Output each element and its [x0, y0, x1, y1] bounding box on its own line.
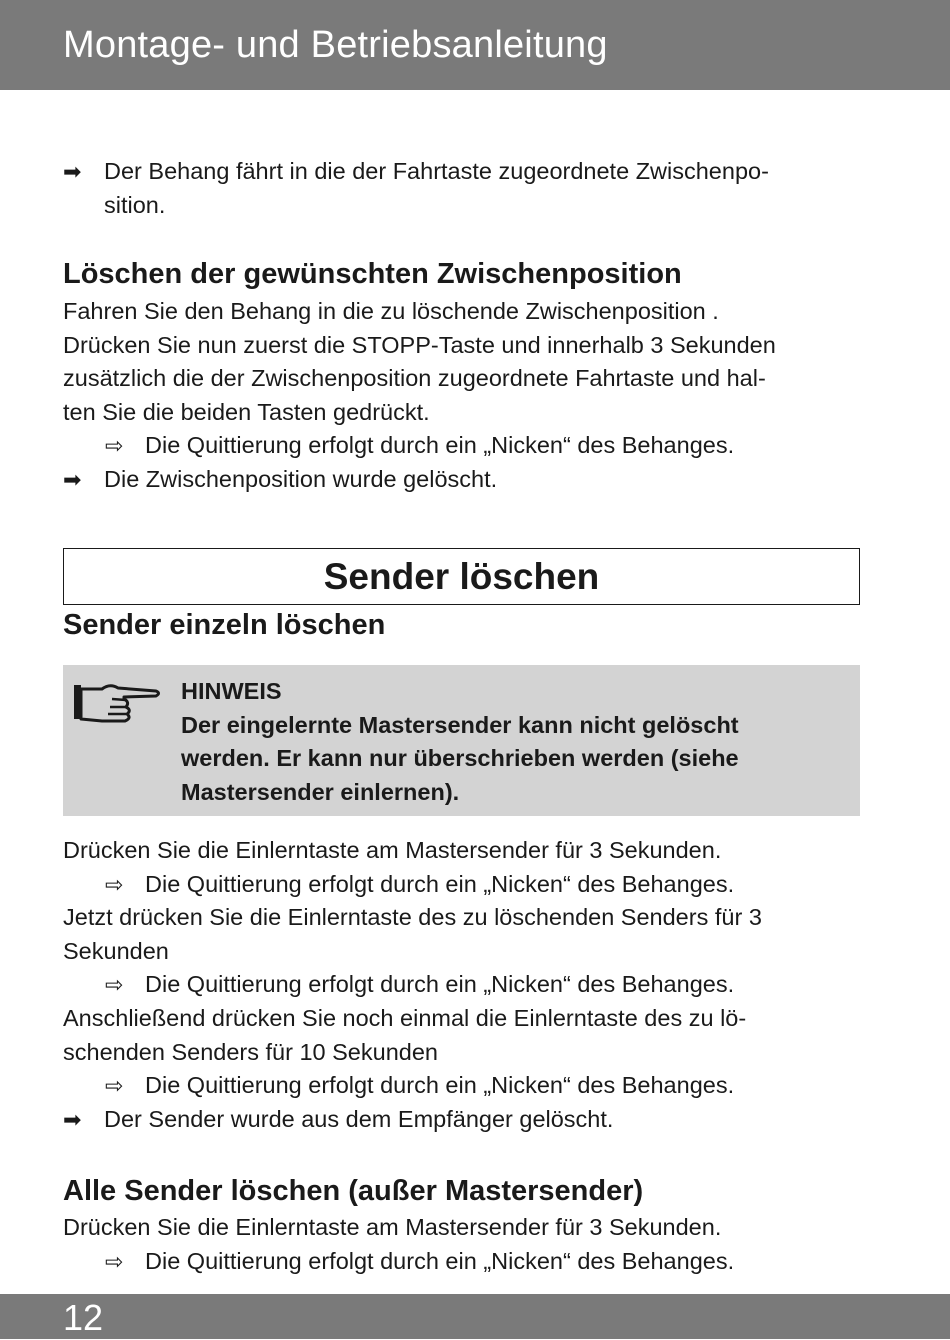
feedback-item [63, 968, 942, 1002]
page-number: 12 [63, 1297, 104, 1338]
instruction-paragraph [63, 1002, 860, 1069]
result-item [63, 463, 901, 497]
instruction-line: Drücken Sie die Einlerntaste am Mastersender für 3 Sekunden. [63, 837, 722, 863]
note-label: HINWEIS [181, 678, 282, 704]
paragraph-line: schenden Senders für 10 Sekunden [63, 1038, 438, 1065]
document-title: Montage- und Betriebsanleitung [63, 24, 608, 66]
note-line: werden. Er kann nur überschrieben werden (siehe [181, 745, 739, 771]
hollow-arrow-icon: ⇨ [105, 872, 124, 897]
arrow-right-icon: ➡ [63, 467, 82, 492]
section-heading: Sender einzeln löschen [63, 609, 386, 641]
result-text-line: sition. [104, 191, 166, 218]
result-text: Der Sender wurde aus dem Empfänger gelöscht. [104, 1106, 614, 1132]
feedback-item [63, 1245, 942, 1279]
paragraph-line: Jetzt drücken Sie die Einlerntaste des zu löschenden Senders für 3 [63, 904, 762, 930]
paragraph-line: Drücken Sie nun zuerst die STOPP-Taste und innerhalb 3 Sekunden [63, 331, 776, 358]
feedback-item [63, 868, 942, 902]
feedback-text: Die Quittierung erfolgt durch ein „Nicken“ des Behanges. [145, 1248, 735, 1274]
feedback-text: Die Quittierung erfolgt durch ein „Nicken“ des Behanges. [145, 871, 735, 897]
note-line: Mastersender einlernen). [181, 778, 460, 805]
hollow-arrow-icon: ⇨ [105, 1073, 124, 1098]
instruction-paragraph [63, 901, 860, 968]
paragraph-line: Anschließend drücken Sie noch einmal die Einlerntaste des zu lö- [63, 1005, 747, 1031]
result-item [63, 1103, 901, 1137]
section-heading: Löschen der gewünschten Zwischenposition [63, 258, 682, 290]
page-footer [0, 1294, 950, 1339]
result-text: Die Zwischenposition wurde gelöscht. [104, 466, 498, 492]
feedback-item [63, 429, 942, 463]
feedback-text: Die Quittierung erfolgt durch ein „Nicken“ des Behanges. [145, 432, 735, 458]
chapter-heading: Sender löschen [63, 548, 860, 605]
result-text-line: Der Behang fährt in die der Fahrtaste zugeordnete Zwischenpo- [104, 158, 769, 184]
result-item [63, 155, 901, 222]
instruction-line: Drücken Sie die Einlerntaste am Mastersender für 3 Sekunden. [63, 1214, 722, 1240]
paragraph-line: Fahren Sie den Behang in die zu löschende Zwischenposition . [63, 298, 719, 324]
arrow-right-icon: ➡ [63, 1107, 82, 1132]
pointing-hand-icon [72, 679, 162, 727]
feedback-item [63, 1069, 942, 1103]
feedback-text: Die Quittierung erfolgt durch ein „Nicken“ des Behanges. [145, 971, 735, 997]
hollow-arrow-icon: ⇨ [105, 433, 124, 458]
hollow-arrow-icon: ⇨ [105, 972, 124, 997]
arrow-right-icon: ➡ [63, 159, 82, 184]
note-box [63, 665, 860, 816]
hollow-arrow-icon: ⇨ [105, 1249, 124, 1274]
instruction-paragraph [63, 295, 860, 429]
paragraph-line: Sekunden [63, 937, 169, 964]
page-header [0, 0, 950, 90]
paragraph-line: ten Sie die beiden Tasten gedrückt. [63, 398, 430, 425]
feedback-text: Die Quittierung erfolgt durch ein „Nicken“ des Behanges. [145, 1072, 735, 1098]
paragraph-line: zusätzlich die der Zwischenposition zugeordnete Fahrtaste und hal- [63, 365, 766, 391]
section-heading: Alle Sender löschen (außer Mastersender) [63, 1175, 644, 1207]
note-line: Der eingelernte Mastersender kann nicht gelöscht [181, 711, 739, 738]
note-text [181, 675, 851, 809]
